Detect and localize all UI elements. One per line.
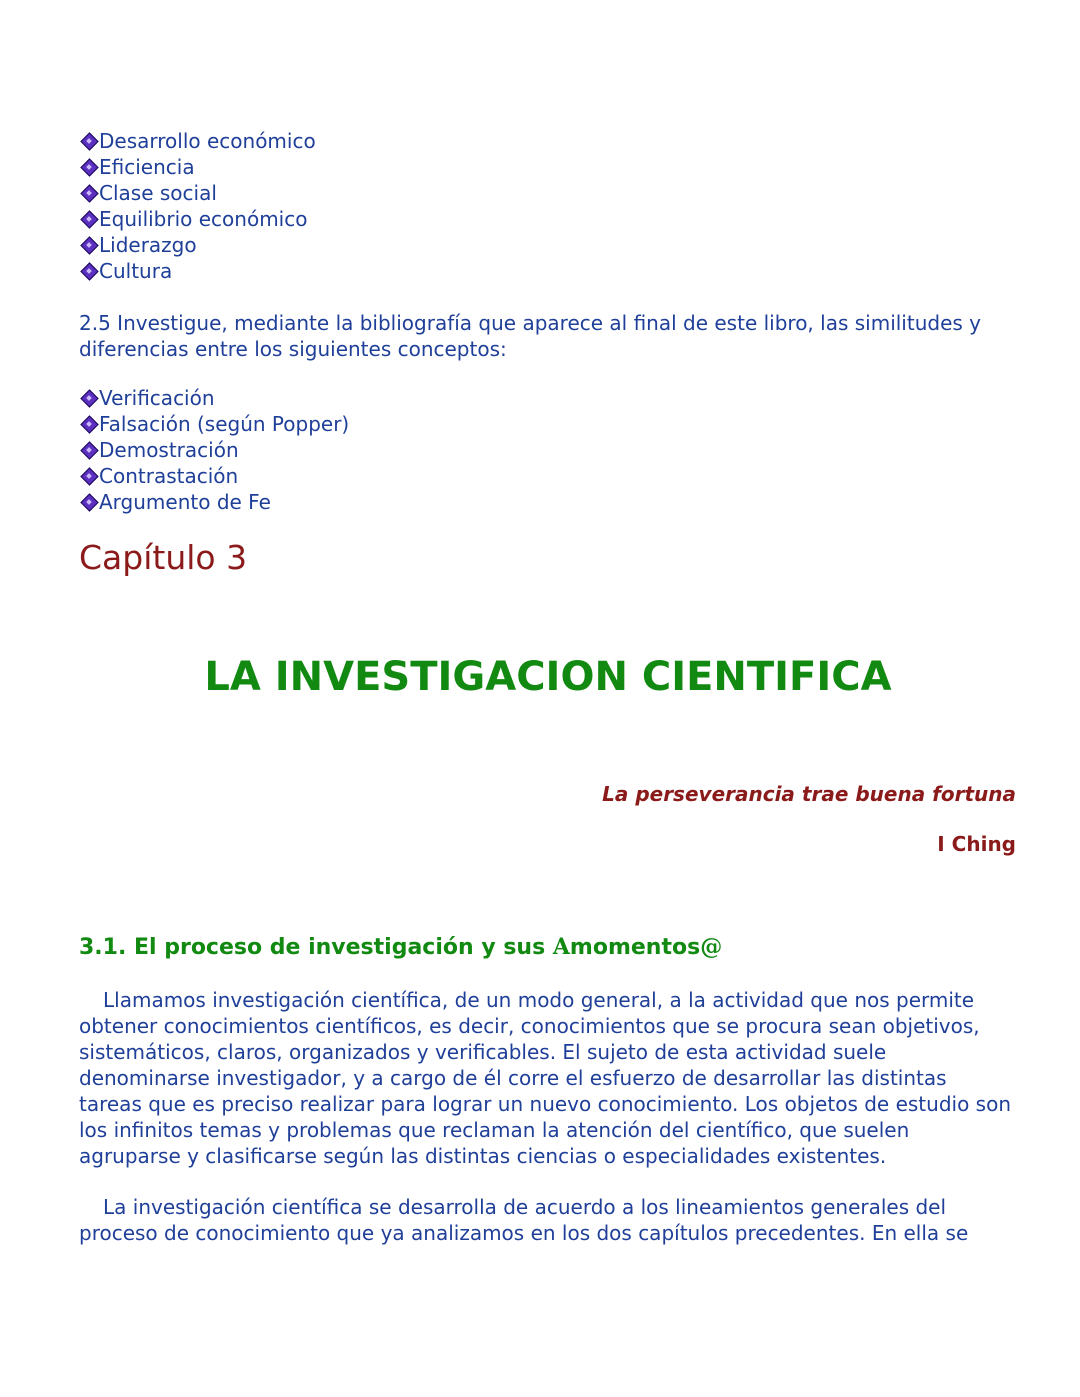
list-item: Contrastación <box>79 463 349 489</box>
list-item: Eficiencia <box>79 154 316 180</box>
diamond-bullet-icon <box>79 209 99 229</box>
chapter-label: Capítulo 3 <box>79 538 248 577</box>
epigraph-author: I Ching <box>937 832 1016 856</box>
diamond-bullet-icon <box>79 261 99 281</box>
list-item: Liderazgo <box>79 232 316 258</box>
diamond-bullet-icon <box>79 414 99 434</box>
list-item: Argumento de Fe <box>79 489 349 515</box>
diamond-bullet-icon <box>79 466 99 486</box>
epigraph-quote: La perseverancia trae buena fortuna <box>602 782 1016 806</box>
section-title: 3.1. El proceso de investigación y sus Amomentos@ <box>79 934 723 960</box>
diamond-bullet-icon <box>79 131 99 151</box>
concept-list-1 <box>79 128 316 284</box>
diamond-bullet-icon <box>79 235 99 255</box>
list-item: Clase social <box>79 180 316 206</box>
list-item: Equilibrio económico <box>79 206 316 232</box>
chapter-title: LA INVESTIGACION CIENTIFICA <box>204 654 892 700</box>
diamond-bullet-icon <box>79 157 99 177</box>
list-item: Cultura <box>79 258 316 284</box>
body-paragraph-2: La investigación científica se desarrolla de acuerdo a los lineamientos generales del proceso de conocimiento que ya analizamos en los dos capítulos precedentes. En ella se <box>79 1195 969 1245</box>
diamond-bullet-icon <box>79 388 99 408</box>
list-item: Verificación <box>79 385 349 411</box>
diamond-bullet-icon <box>79 440 99 460</box>
body-paragraph-1: Llamamos investigación científica, de un modo general, a la actividad que nos permite obtener conocimientos científicos, es decir, conocimientos que se procura sean objetivos, sistemáticos, claros, organizados y verificables. El sujeto de esta actividad suele denominarse investigador, y a cargo de él corre el esfuerzo de desarrollar las distintas tareas que es preciso realizar para lograr un nuevo conocimiento. Los objetos de estudio son los infinitos temas y problemas que reclaman la atención del científico, que suelen agruparse y clasificarse según las distintas ciencias o especialidades existentes. <box>79 988 1011 1168</box>
diamond-bullet-icon <box>79 492 99 512</box>
exercise-2-5: 2.5 Investigue, mediante la bibliografía que aparece al final de este libro, las similitudes y diferencias entre los siguientes conceptos: <box>79 311 981 361</box>
list-item: Desarrollo económico <box>79 128 316 154</box>
list-item: Falsación (según Popper) <box>79 411 349 437</box>
concept-list-2 <box>79 385 349 515</box>
list-item: Demostración <box>79 437 349 463</box>
diamond-bullet-icon <box>79 183 99 203</box>
